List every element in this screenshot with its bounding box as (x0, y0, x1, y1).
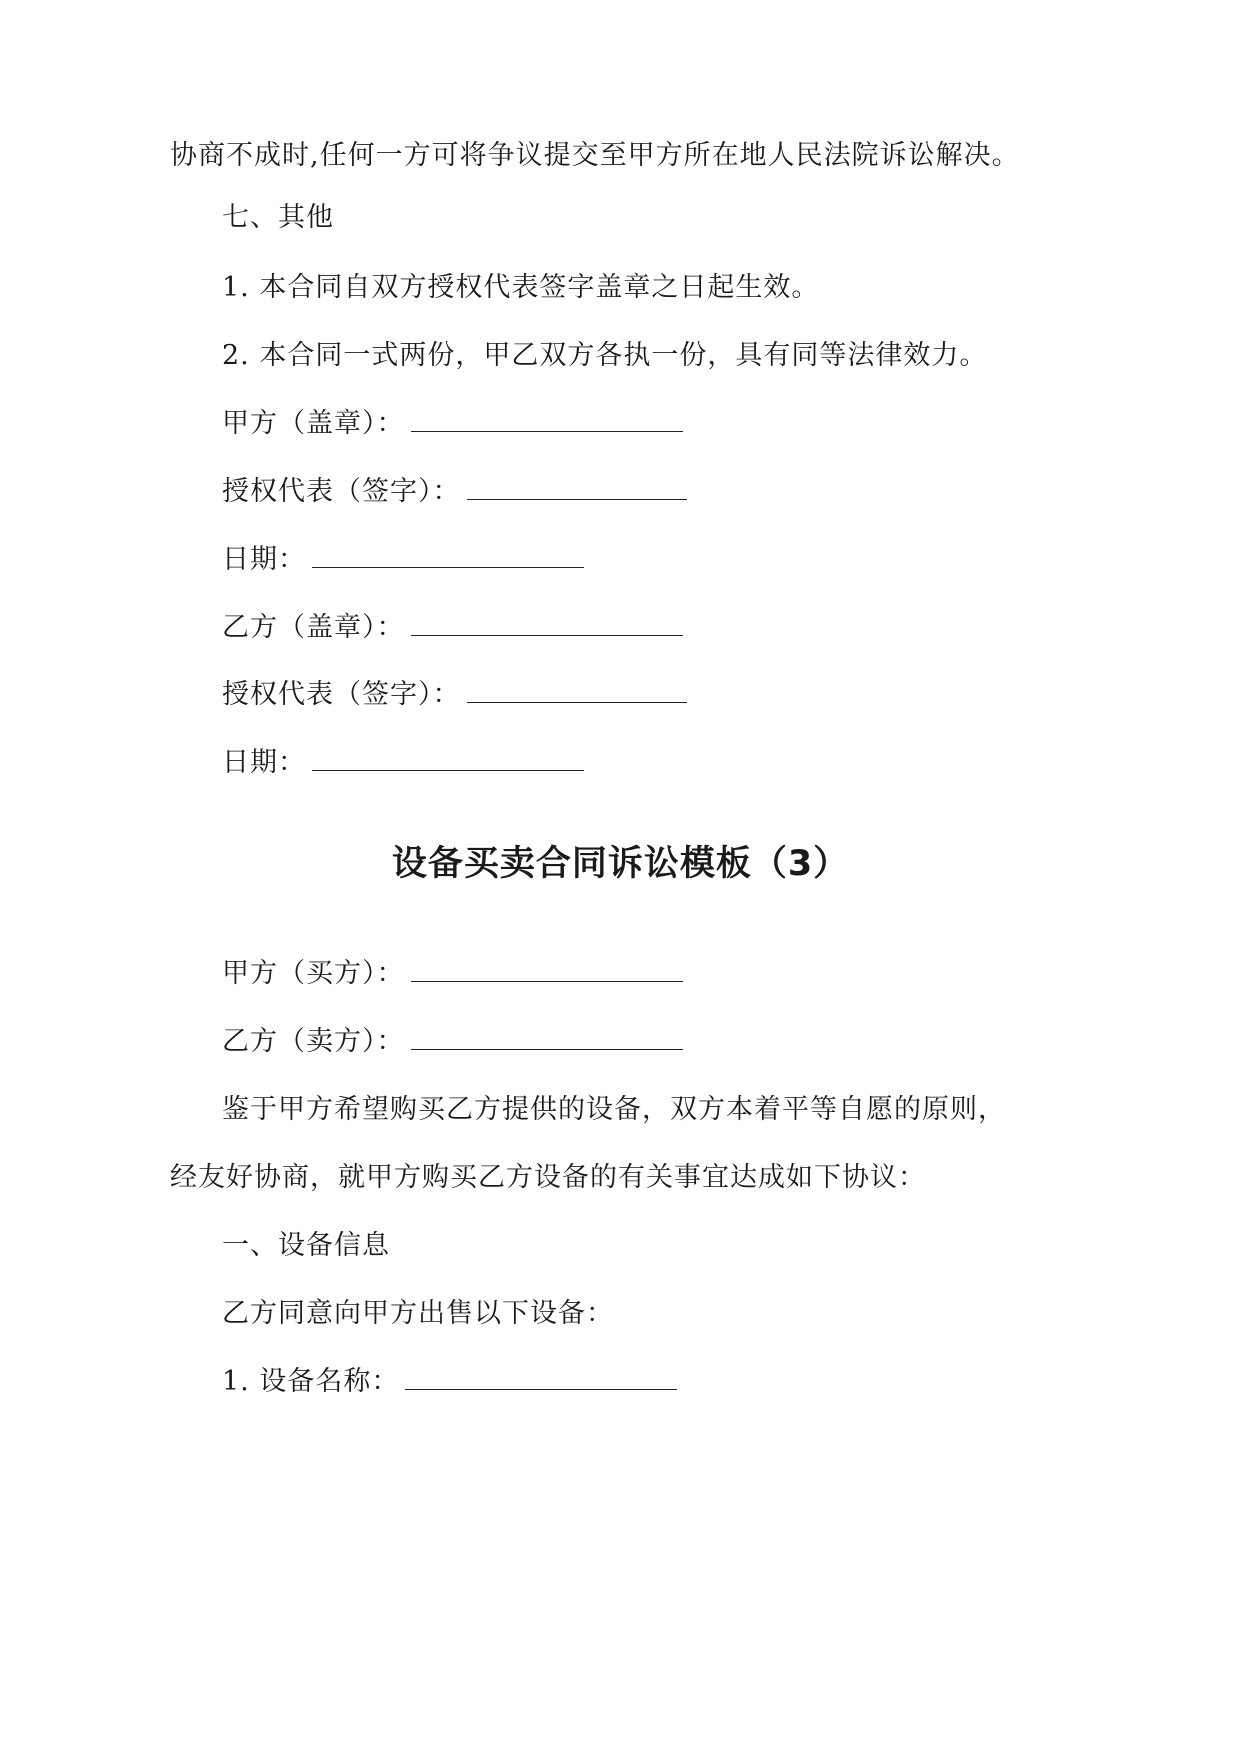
party-b-date-blank[interactable] (312, 748, 584, 771)
party-a-seal-field (222, 406, 683, 442)
party-a-rep-label: 授权代表（签字）： (222, 476, 461, 507)
party-b-seal-blank[interactable] (411, 613, 683, 636)
seller-field (222, 1024, 683, 1060)
equipment-intro: 乙方同意向甲方出售以下设备： (222, 1298, 614, 1329)
equipment-name-label: 1. 设备名称： (222, 1366, 400, 1397)
buyer-blank[interactable] (411, 959, 683, 982)
buyer-label: 甲方（买方）： (222, 958, 405, 989)
party-a-date-field (222, 542, 584, 578)
buyer-field (222, 956, 683, 992)
clause-effective-date: 1. 本合同自双方授权代表签字盖章之日起生效。 (222, 272, 820, 303)
equipment-name-field (222, 1364, 677, 1400)
dispute-clause-continuation: 协商不成时,任何一方可将争议提交至甲方所在地人民法院诉讼解决。 (170, 140, 1020, 171)
party-b-date-field (222, 745, 584, 781)
party-b-date-label: 日期： (222, 747, 306, 778)
preamble-line-1: 鉴于甲方希望购买乙方提供的设备，双方本着平等自愿的原则， (222, 1094, 1006, 1125)
party-a-rep-field (222, 474, 687, 510)
party-b-seal-field (222, 610, 683, 646)
seller-blank[interactable] (411, 1027, 683, 1050)
party-a-date-label: 日期： (222, 544, 306, 575)
party-b-rep-label: 授权代表（签字）： (222, 679, 461, 710)
seller-label: 乙方（卖方）： (222, 1026, 405, 1057)
clause-copies: 2. 本合同一式两份，甲乙双方各执一份，具有同等法律效力。 (222, 340, 988, 371)
party-b-rep-blank[interactable] (467, 680, 687, 703)
contract-title: 设备买卖合同诉讼模板（3） (391, 844, 850, 884)
preamble-line-2: 经友好协商，就甲方购买乙方设备的有关事宜达成如下协议： (170, 1162, 926, 1193)
party-a-seal-label: 甲方（盖章）： (222, 408, 405, 439)
party-b-rep-field (222, 677, 687, 713)
section-heading-equipment-info: 一、设备信息 (222, 1230, 390, 1261)
section-heading-other: 七、其他 (222, 202, 334, 233)
party-a-seal-blank[interactable] (411, 409, 683, 432)
party-a-date-blank[interactable] (312, 545, 584, 568)
equipment-name-blank[interactable] (405, 1367, 677, 1390)
party-b-seal-label: 乙方（盖章）： (222, 612, 405, 643)
party-a-rep-blank[interactable] (467, 477, 687, 500)
